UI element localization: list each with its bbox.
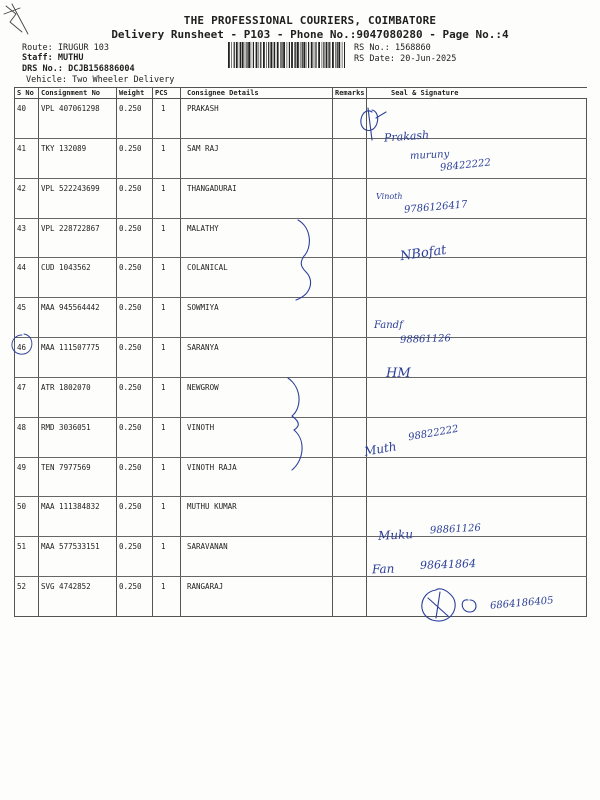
signature-row-46: HM — [386, 366, 411, 381]
table-row — [15, 497, 587, 537]
consignee-cell: MUTHU KUMAR — [181, 497, 333, 537]
col-remarks: Remarks — [333, 88, 367, 99]
barcode-bar — [266, 42, 267, 68]
sno-cell: 52 — [15, 577, 39, 617]
sno-cell: 50 — [15, 497, 39, 537]
pcs-cell: 1 — [153, 138, 181, 178]
consignee-cell: VINOTH — [181, 417, 333, 457]
signature-row-40: Prakash — [383, 128, 430, 145]
signature-cell — [367, 258, 587, 298]
pcs-cell: 1 — [153, 298, 181, 338]
sno-cell: 41 — [15, 138, 39, 178]
barcode-bar — [318, 42, 320, 68]
consignee-cell: SAM RAJ — [181, 138, 333, 178]
sno-cell: 42 — [15, 178, 39, 218]
pcs-cell: 1 — [153, 577, 181, 617]
barcode-bar — [239, 42, 240, 68]
remarks-cell — [333, 577, 367, 617]
barcode-bar — [256, 42, 258, 68]
consignee-cell: COLANICAL — [181, 258, 333, 298]
signature-row-48: Muth — [363, 439, 398, 459]
weight-cell: 0.250 — [117, 377, 153, 417]
barcode-bar — [245, 42, 246, 68]
consignment-cell: VPL 407061298 — [39, 99, 117, 139]
weight-cell: 0.250 — [117, 218, 153, 258]
barcode-bar — [335, 42, 336, 68]
weight-cell: 0.250 — [117, 457, 153, 497]
sno-cell: 51 — [15, 537, 39, 577]
remarks-cell — [333, 338, 367, 378]
pcs-cell: 1 — [153, 218, 181, 258]
weight-cell: 0.250 — [117, 537, 153, 577]
weight-cell: 0.250 — [117, 577, 153, 617]
pcs-cell: 1 — [153, 457, 181, 497]
signature-row-41: muruny — [409, 148, 450, 163]
pcs-cell: 1 — [153, 258, 181, 298]
consignee-cell: MALATHY — [181, 218, 333, 258]
consignee-cell: VINOTH RAJA — [181, 457, 333, 497]
drs-line: DRS No.: DCJB156886004 — [22, 64, 135, 74]
table-row — [15, 218, 587, 258]
barcode-bar — [259, 42, 260, 68]
barcode-bar — [240, 42, 241, 68]
col-consignee: Consignee Details — [181, 88, 333, 99]
runsheet-table — [14, 87, 587, 617]
vehicle-value: Two Wheeler Delivery — [72, 75, 175, 85]
barcode-bar — [253, 42, 254, 68]
barcode-bar — [236, 42, 238, 68]
barcode-bar — [308, 42, 309, 68]
weight-cell: 0.250 — [117, 99, 153, 139]
signature-row-45: Fandf — [374, 320, 403, 331]
weight-cell: 0.250 — [117, 178, 153, 218]
pcs-cell: 1 — [153, 178, 181, 218]
barcode-bar — [277, 42, 279, 68]
consignment-cell: MAA 945564442 — [39, 298, 117, 338]
remarks-cell — [333, 258, 367, 298]
barcode-bar — [263, 42, 265, 68]
barcode-bar — [322, 42, 323, 68]
barcode-bar — [323, 42, 324, 68]
rs-date-line: RS Date: 20-Jun-2025 — [354, 54, 457, 64]
rs-no-value: 1568860 — [394, 43, 431, 53]
rs-date-value: 20-Jun-2025 — [400, 54, 457, 64]
remarks-cell — [333, 178, 367, 218]
signature-row-51-number: 98861126 — [429, 522, 482, 537]
remarks-cell — [333, 537, 367, 577]
consignee-cell: SARAVANAN — [181, 537, 333, 577]
signature-row-53: 6864186405 — [489, 595, 554, 612]
consignee-cell: RANGARAJ — [181, 577, 333, 617]
signature-row-48-number: 98822222 — [407, 423, 460, 444]
col-pcs: PCS — [153, 88, 181, 99]
route-line: Route: IRUGUR 103 — [22, 43, 110, 53]
consignment-cell: MAA 111384832 — [39, 497, 117, 537]
signature-row-44: NBofat — [399, 242, 448, 265]
barcode-bar — [280, 42, 281, 68]
barcode-bar — [248, 42, 250, 68]
signature-row-42-number: 9786126417 — [403, 199, 468, 216]
barcode — [228, 42, 345, 68]
consignment-cell: TKY 132089 — [39, 138, 117, 178]
barcode-bar — [294, 42, 295, 68]
barcode-bar — [306, 42, 307, 68]
sno-cell: 47 — [15, 377, 39, 417]
col-consignment: Consignment No — [39, 88, 117, 99]
table-row — [15, 178, 587, 218]
barcode-bar — [268, 42, 269, 68]
col-weight: Weight — [117, 88, 153, 99]
weight-cell: 0.250 — [117, 497, 153, 537]
barcode-bar — [234, 42, 235, 68]
consignment-cell: MAA 111507775 — [39, 338, 117, 378]
pcs-cell: 1 — [153, 537, 181, 577]
col-sno: S No — [15, 88, 39, 99]
signature-row-41-number: 98422222 — [439, 157, 492, 174]
consignee-cell: NEWGROW — [181, 377, 333, 417]
barcode-bar — [329, 42, 330, 68]
barcode-bar — [287, 42, 288, 68]
signature-cell — [367, 537, 587, 577]
route-value: IRUGUR 103 — [57, 43, 110, 53]
barcode-bar — [328, 42, 329, 68]
barcode-bar — [274, 42, 275, 68]
pcs-cell: 1 — [153, 99, 181, 139]
barcode-bar — [270, 42, 272, 68]
signature-cell — [367, 457, 587, 497]
table-row — [15, 99, 587, 139]
barcode-bar — [295, 42, 296, 68]
consignment-cell: CUD 1043562 — [39, 258, 117, 298]
signature-row-42: Vinoth — [376, 192, 403, 201]
barcode-bar — [242, 42, 244, 68]
barcode-bar — [342, 42, 343, 68]
barcode-bar — [303, 42, 305, 68]
weight-cell: 0.250 — [117, 417, 153, 457]
sno-cell: 40 — [15, 99, 39, 139]
pcs-cell: 1 — [153, 338, 181, 378]
signature-row-51: Muku — [377, 527, 414, 543]
consignee-cell: THANGADURAI — [181, 178, 333, 218]
pcs-cell: 1 — [153, 417, 181, 457]
weight-cell: 0.250 — [117, 298, 153, 338]
consignment-cell: MAA 577533151 — [39, 537, 117, 577]
remarks-cell — [333, 218, 367, 258]
signature-row-52-number: 98641864 — [419, 557, 477, 572]
remarks-cell — [333, 417, 367, 457]
sno-cell: 49 — [15, 457, 39, 497]
signature-row-45-number: 98861126 — [399, 333, 452, 346]
signature-cell — [367, 377, 587, 417]
remarks-cell — [333, 457, 367, 497]
runsheet-subtitle: Delivery Runsheet - P103 - Phone No.:9047080280 - Page No.:4 — [111, 28, 509, 41]
barcode-bar — [344, 42, 345, 68]
barcode-bar — [281, 42, 282, 68]
consignee-cell: PRAKASH — [181, 99, 333, 139]
sno-cell: 46 — [15, 338, 39, 378]
remarks-cell — [333, 99, 367, 139]
drs-value: DCJB156886004 — [68, 64, 135, 74]
sno-cell: 48 — [15, 417, 39, 457]
remarks-cell — [333, 298, 367, 338]
remarks-cell — [333, 497, 367, 537]
signature-cell — [367, 577, 587, 617]
table-row — [15, 338, 587, 378]
consignment-cell: TEN 7977569 — [39, 457, 117, 497]
remarks-cell — [333, 377, 367, 417]
table-row — [15, 537, 587, 577]
remarks-cell — [333, 138, 367, 178]
table-row — [15, 417, 587, 457]
vehicle-line: Vehicle: Two Wheeler Delivery — [26, 75, 175, 85]
signature-cell — [367, 417, 587, 457]
barcode-bar — [251, 42, 252, 68]
barcode-bar — [315, 42, 316, 68]
consignee-cell: SOWMIYA — [181, 298, 333, 338]
barcode-bar — [332, 42, 334, 68]
company-title: THE PROFESSIONAL COURIERS, COIMBATORE — [183, 14, 437, 27]
weight-cell: 0.250 — [117, 338, 153, 378]
barcode-bar — [302, 42, 303, 68]
staff-value: MUTHU — [57, 53, 84, 63]
barcode-bar — [337, 42, 338, 68]
sno-cell: 43 — [15, 218, 39, 258]
table-row — [15, 258, 587, 298]
col-seal: Seal & Signature — [367, 88, 587, 99]
staff-line: Staff: MUTHU — [22, 53, 84, 63]
barcode-bar — [314, 42, 315, 68]
pcs-cell: 1 — [153, 377, 181, 417]
barcode-bar — [260, 42, 261, 68]
weight-cell: 0.250 — [117, 138, 153, 178]
consignment-cell: ATR 1802070 — [39, 377, 117, 417]
pcs-cell: 1 — [153, 497, 181, 537]
barcode-bar — [326, 42, 328, 68]
consignment-cell: VPL 228722867 — [39, 218, 117, 258]
rs-no-line: RS No.: 1568860 — [354, 43, 431, 53]
signature-cell — [367, 298, 587, 338]
table-row — [15, 298, 587, 338]
barcode-bar — [297, 42, 299, 68]
table-row — [15, 457, 587, 497]
barcode-bar — [283, 42, 285, 68]
consignment-cell: VPL 522243699 — [39, 178, 117, 218]
barcode-bar — [338, 42, 340, 68]
barcode-bar — [289, 42, 290, 68]
consignment-cell: RMD 3036051 — [39, 417, 117, 457]
barcode-bar — [291, 42, 293, 68]
barcode-bar — [246, 42, 247, 68]
consignee-cell: SARANYA — [181, 338, 333, 378]
table-row — [15, 377, 587, 417]
signature-row-52: Fan — [371, 561, 395, 577]
consignment-cell: SVG 4742852 — [39, 577, 117, 617]
sno-cell: 45 — [15, 298, 39, 338]
table-row — [15, 138, 587, 178]
barcode-bar — [300, 42, 301, 68]
weight-cell: 0.250 — [117, 258, 153, 298]
barcode-bar — [228, 42, 230, 68]
barcode-bar — [311, 42, 313, 68]
sno-cell: 44 — [15, 258, 39, 298]
barcode-bar — [273, 42, 274, 68]
table-header — [15, 88, 587, 99]
barcode-bar — [231, 42, 232, 68]
